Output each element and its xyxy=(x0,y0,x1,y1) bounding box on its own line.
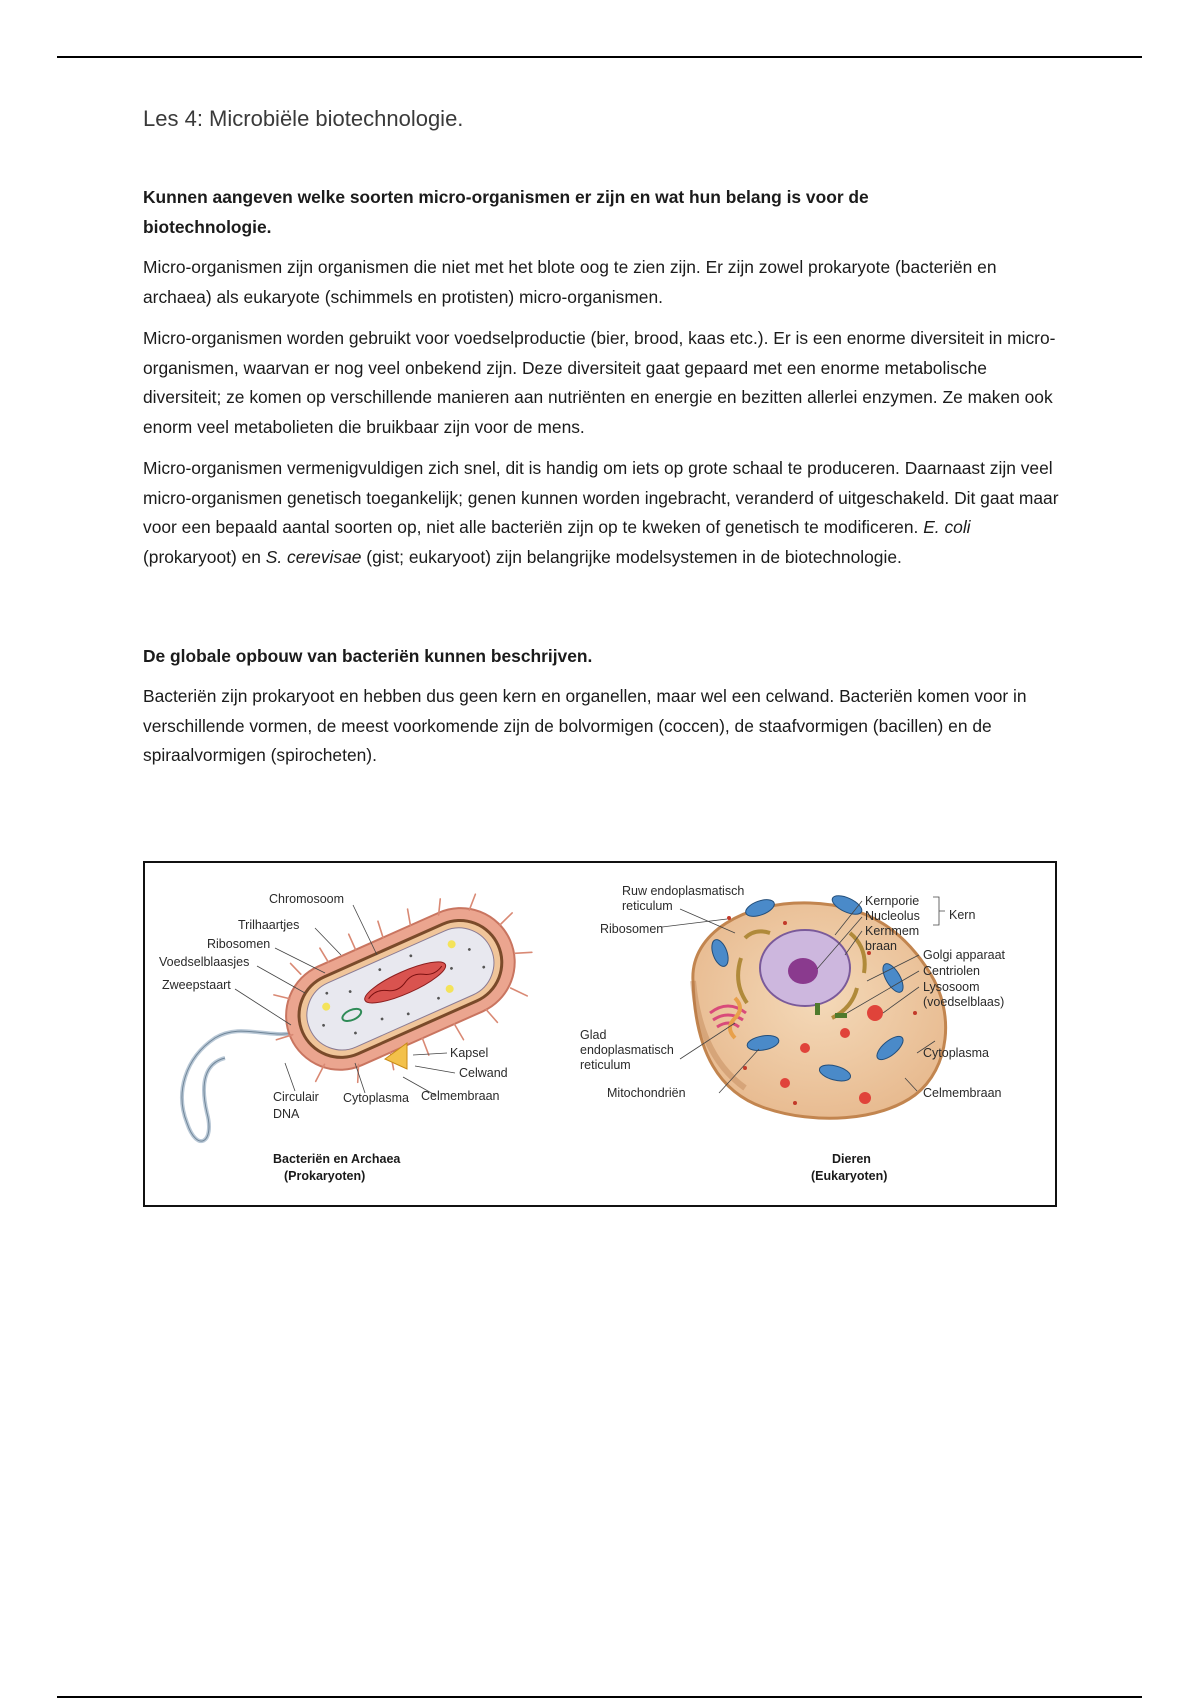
label-ribosomen-euk: Ribosomen xyxy=(600,922,664,936)
section2-question: De globale opbouw van bacteriën kunnen beschrijven. xyxy=(143,646,593,666)
section1-paragraph-1: Micro-organismen zijn organismen die niet met het blote oog te zien zijn. Er zijn zowel prokaryote (bacteriën en archaea) als eukaryote (schimmels en protisten) micro-organismen. xyxy=(143,257,997,307)
label-kernporie: Kernporie xyxy=(865,894,920,908)
label-glad-er-1: Glad xyxy=(580,1028,607,1042)
section1-question-line2: biotechnologie. xyxy=(143,217,272,237)
label-voedselblaas: (voedselblaas) xyxy=(923,995,1005,1009)
label-braan: braan xyxy=(865,939,897,953)
label-chromosoom: Chromosoom xyxy=(269,892,345,906)
p3-text-2: (prokaryoot) en xyxy=(143,546,266,567)
bottom-rule xyxy=(57,1696,1142,1698)
label-ruw-er-1: Ruw endoplasmatisch xyxy=(622,884,745,898)
cell-comparison-figure xyxy=(143,861,1057,1207)
section2-paragraph-1: Bacteriën zijn prokaryoot en hebben dus geen kern en organellen, maar wel een celwand. Bacteriën komen voor in verschillende vormen, de meest voorkomende zijn de bolvormigen (coccen), de staafvormigen (bacillen) en de spiraalvormigen (spirocheten). xyxy=(143,686,1027,765)
document-body xyxy=(143,182,1063,783)
cell-diagram xyxy=(145,863,1055,1205)
label-glad-er-2: endoplasmatisch xyxy=(580,1043,674,1057)
p3-ecoli: E. coli xyxy=(923,517,971,537)
section1-question-line1: Kunnen aangeven welke soorten micro-organismen er zijn en wat hun belang is voor de xyxy=(143,187,869,207)
label-dna: DNA xyxy=(273,1107,300,1121)
caption-eukaryote-2: (Eukaryoten) xyxy=(811,1169,888,1183)
label-celmembraan-prok: Celmembraan xyxy=(421,1089,500,1103)
caption-prokaryote-1: Bacteriën en Archaea xyxy=(273,1152,401,1166)
label-kern: Kern xyxy=(949,908,976,922)
label-circulair: Circulair xyxy=(273,1090,319,1104)
p3-text-3: (gist; eukaryoot) zijn belangrijke modelsystemen in de biotechnologie. xyxy=(361,546,902,567)
p3-scerevisae: S. cerevisae xyxy=(265,546,362,567)
label-lysosoom: Lysosoom xyxy=(923,980,980,994)
label-golgi: Golgi apparaat xyxy=(923,948,1006,962)
section1-question xyxy=(143,182,1063,242)
label-celwand: Celwand xyxy=(459,1066,508,1080)
label-cytoplasma-prok: Cytoplasma xyxy=(343,1091,409,1105)
section1-paragraph-2: Micro-organismen worden gebruikt voor voedselproductie (bier, brood, kaas etc.). Er is een enorme diversiteit in micro-organismen, waarvan er nog veel onbekend zijn. Deze diversiteit gaat gepaard met een enorme metabolische diversiteit; ze komen op verschillende manieren aan nutriënten en energie en bezitten allerlei enzymen. Ze maken ook enorm veel metabolieten die bruikbaar zijn voor de mens. xyxy=(143,328,1056,437)
label-centriolen: Centriolen xyxy=(923,964,980,978)
label-kernmem: Kernmem xyxy=(865,924,920,938)
label-mitochondrien: Mitochondriën xyxy=(607,1086,686,1100)
top-rule xyxy=(57,56,1142,58)
label-nucleolus: Nucleolus xyxy=(865,909,920,923)
label-voedselblaasjes: Voedselblaasjes xyxy=(159,955,250,969)
caption-prokaryote-2: (Prokaryoten) xyxy=(284,1169,366,1183)
p3-text-1: Micro-organismen vermenigvuldigen zich snel, dit is handig om iets op grote schaal te produceren. Daarnaast zijn veel micro-organismen genetisch toegankelijk; genen kunnen worden ingebracht, veranderd of uitgeschakeld. Dit gaat maar voor een bepaald aantal soorten op, niet alle bacteriën zijn op te kweken of genetisch te modificeren. xyxy=(143,458,1059,537)
label-ruw-er-2: reticulum xyxy=(622,899,673,913)
label-glad-er-3: reticulum xyxy=(580,1058,631,1072)
label-cytoplasma-euk: Cytoplasma xyxy=(923,1046,989,1060)
caption-eukaryote-1: Dieren xyxy=(832,1152,871,1166)
nucleolus-shape xyxy=(788,958,818,984)
page-title: Les 4: Microbiële biotechnologie. xyxy=(143,106,464,131)
label-zweepstaart: Zweepstaart xyxy=(162,978,231,992)
section1-paragraph-3 xyxy=(143,454,1063,572)
label-kapsel: Kapsel xyxy=(450,1046,489,1060)
label-celmembraan-euk: Celmembraan xyxy=(923,1086,1002,1100)
label-trilhaartjes: Trilhaartjes xyxy=(238,918,300,932)
label-ribosomen: Ribosomen xyxy=(207,937,271,951)
flagellum-shape xyxy=(182,1031,295,1141)
